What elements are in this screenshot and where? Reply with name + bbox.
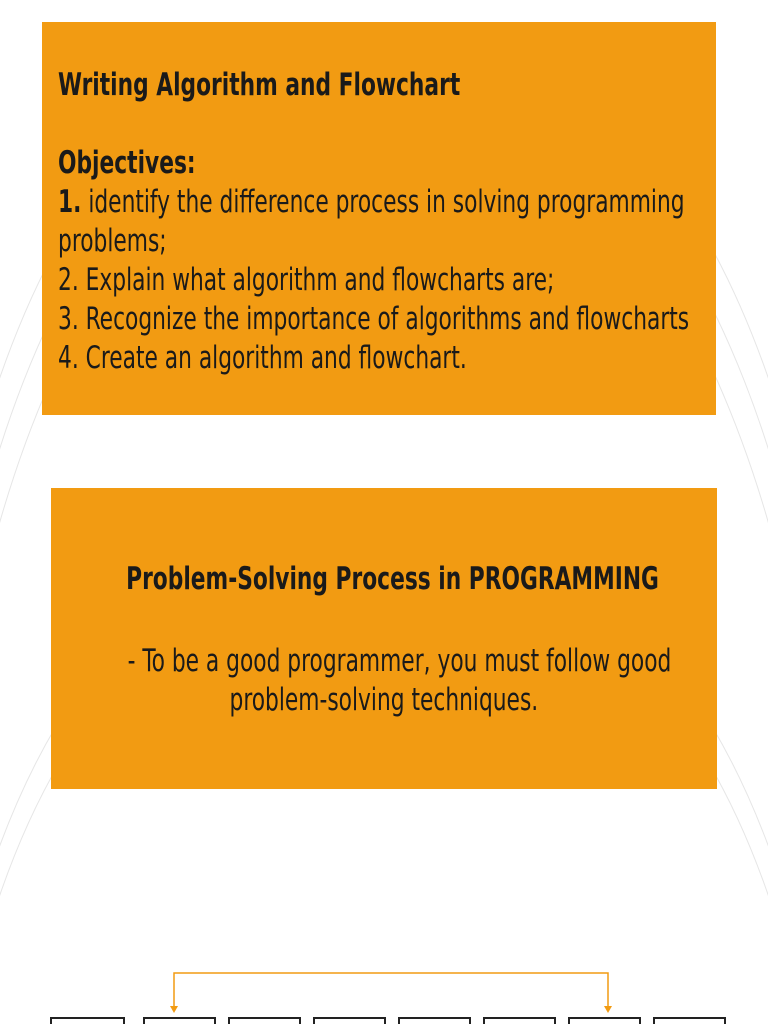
objective-item-2: 2. Explain what algorithm and flowcharts are; [58,262,555,298]
problem-solving-slide [51,488,717,789]
connector-arrow-right [604,1006,612,1013]
flow-step-box-1 [51,1018,124,1024]
objective-number: 1. [58,184,82,220]
slide1-title: Writing Algorithm and Flowchart [58,67,461,103]
flow-step-box-4 [314,1018,385,1024]
flow-connector [174,973,608,1008]
objectives-heading: Objectives: [58,145,196,181]
slide2-body-line1: - To be a good programmer, you must follow good [127,643,672,679]
connector-arrow-left [170,1006,178,1013]
flow-step-box-5 [399,1018,470,1024]
flow-step-box-7 [569,1018,640,1024]
process-flow-diagram [0,960,768,1024]
slide2-title: Problem-Solving Process in PROGRAMMING [126,561,659,597]
objective-item-3: 3. Recognize the importance of algorithms and flowcharts [58,301,690,337]
objectives-slide [42,22,716,415]
flow-step-box-8 [654,1018,725,1024]
objective-text: identify the difference process in solving programming [81,184,685,220]
objective-item-4: 4. Create an algorithm and flowchart. [58,340,467,376]
flow-step-box-6 [484,1018,555,1024]
objective-item-1 [58,183,768,222]
objective-item-1-cont: problems; [58,223,167,259]
flow-step-box-3 [229,1018,300,1024]
flow-step-box-2 [144,1018,215,1024]
slide2-body-line2: problem-solving techniques. [229,682,539,718]
